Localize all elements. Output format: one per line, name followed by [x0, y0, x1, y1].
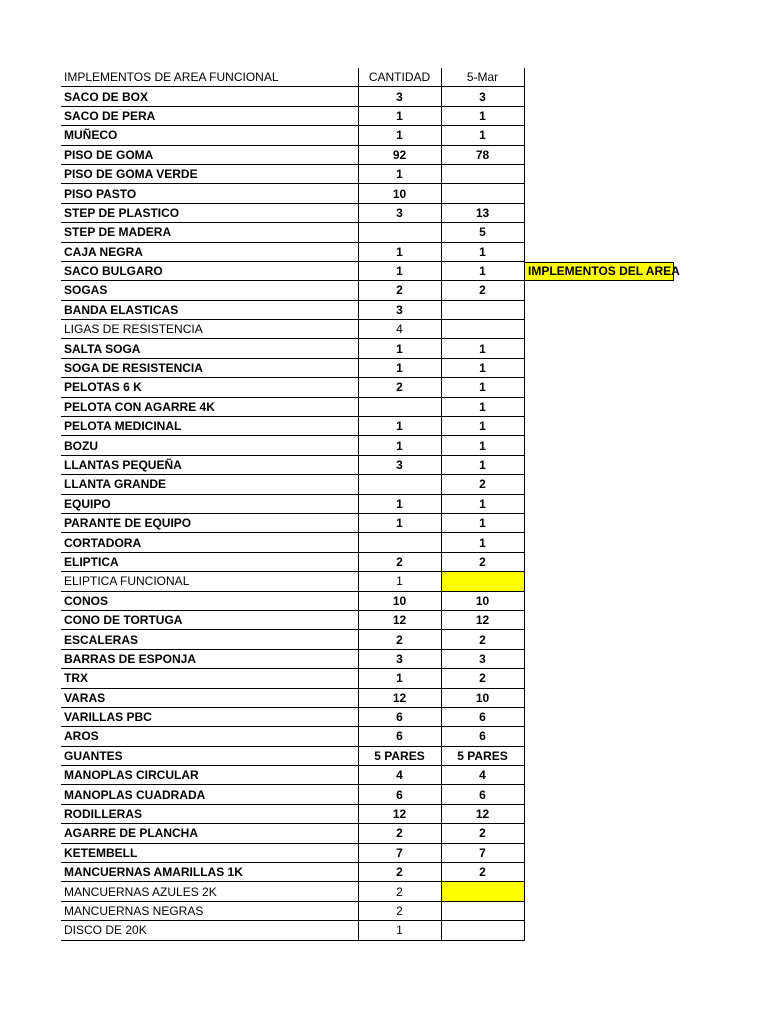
- quantity-cell[interactable]: 3: [358, 203, 441, 222]
- table-row: [61, 804, 524, 823]
- quantity-cell[interactable]: 3: [358, 300, 441, 319]
- item-cell[interactable]: PISO DE GOMA: [61, 145, 358, 164]
- date-cell[interactable]: 10: [441, 591, 524, 610]
- item-cell[interactable]: MANOPLAS CIRCULAR: [61, 766, 358, 785]
- item-cell[interactable]: VARAS: [61, 688, 358, 707]
- quantity-cell[interactable]: 10: [358, 591, 441, 610]
- item-cell[interactable]: SOGAS: [61, 281, 358, 300]
- quantity-cell[interactable]: 1: [358, 339, 441, 358]
- date-cell[interactable]: 10: [441, 688, 524, 707]
- quantity-cell[interactable]: [358, 397, 441, 416]
- quantity-cell[interactable]: 2: [358, 863, 441, 882]
- table-row: [61, 533, 524, 552]
- table-row: [61, 145, 524, 164]
- date-cell[interactable]: 1: [441, 494, 524, 513]
- item-cell[interactable]: MANOPLAS CUADRADA: [61, 785, 358, 804]
- table-row: [61, 746, 524, 765]
- item-cell[interactable]: AGARRE DE PLANCHA: [61, 824, 358, 843]
- date-cell[interactable]: 1: [441, 378, 524, 397]
- date-cell[interactable]: 1: [441, 358, 524, 377]
- item-cell[interactable]: GUANTES: [61, 746, 358, 765]
- date-cell[interactable]: 3: [441, 87, 524, 106]
- table-row: [61, 649, 524, 668]
- item-cell[interactable]: LLANTA GRANDE: [61, 475, 358, 494]
- table-row: [61, 455, 524, 474]
- quantity-cell[interactable]: [358, 533, 441, 552]
- table-row: [61, 106, 524, 125]
- table-row: [61, 475, 524, 494]
- date-cell[interactable]: 1: [441, 261, 524, 280]
- item-cell[interactable]: CAJA NEGRA: [61, 242, 358, 261]
- quantity-cell[interactable]: 1: [358, 494, 441, 513]
- inventory-table-body: [61, 68, 524, 940]
- header-row: [61, 68, 524, 87]
- date-cell[interactable]: 2: [441, 824, 524, 843]
- date-cell[interactable]: 7: [441, 843, 524, 862]
- date-cell[interactable]: 1: [441, 417, 524, 436]
- quantity-cell[interactable]: 10: [358, 184, 441, 203]
- quantity-cell[interactable]: 1: [358, 358, 441, 377]
- quantity-cell[interactable]: [358, 475, 441, 494]
- date-cell[interactable]: 12: [441, 804, 524, 823]
- header-quantity[interactable]: CANTIDAD: [358, 68, 441, 87]
- date-cell[interactable]: 5 PARES: [441, 746, 524, 765]
- date-cell[interactable]: 2: [441, 552, 524, 571]
- quantity-cell[interactable]: 1: [358, 669, 441, 688]
- quantity-cell[interactable]: 1: [358, 572, 441, 591]
- date-cell[interactable]: 6: [441, 707, 524, 726]
- table-row: [61, 320, 524, 339]
- item-cell[interactable]: ELIPTICA: [61, 552, 358, 571]
- item-cell[interactable]: CONOS: [61, 591, 358, 610]
- date-cell[interactable]: 1: [441, 436, 524, 455]
- item-cell[interactable]: PISO PASTO: [61, 184, 358, 203]
- date-cell[interactable]: 1: [441, 397, 524, 416]
- table-row: [61, 843, 524, 862]
- table-row: [61, 126, 524, 145]
- quantity-cell[interactable]: 4: [358, 320, 441, 339]
- quantity-cell[interactable]: 12: [358, 688, 441, 707]
- header-date[interactable]: 5-Mar: [441, 68, 524, 87]
- item-cell[interactable]: VARILLAS PBC: [61, 707, 358, 726]
- quantity-cell[interactable]: 12: [358, 804, 441, 823]
- table-row: [61, 901, 524, 920]
- table-row: [61, 184, 524, 203]
- table-row: [61, 921, 524, 940]
- quantity-cell[interactable]: 1: [358, 513, 441, 532]
- item-cell[interactable]: STEP DE PLASTICO: [61, 203, 358, 222]
- quantity-cell[interactable]: 2: [358, 901, 441, 920]
- table-row: [61, 494, 524, 513]
- item-cell[interactable]: PELOTAS 6 K: [61, 378, 358, 397]
- item-cell[interactable]: STEP DE MADERA: [61, 223, 358, 242]
- table-row: [61, 203, 524, 222]
- table-row: [61, 358, 524, 377]
- quantity-cell[interactable]: 1: [358, 164, 441, 183]
- item-cell[interactable]: SOGA DE RESISTENCIA: [61, 358, 358, 377]
- item-cell[interactable]: SACO DE BOX: [61, 87, 358, 106]
- quantity-cell[interactable]: 1: [358, 242, 441, 261]
- quantity-cell[interactable]: 1: [358, 417, 441, 436]
- inventory-table: [61, 68, 525, 941]
- quantity-cell[interactable]: 6: [358, 785, 441, 804]
- item-cell[interactable]: RODILLERAS: [61, 804, 358, 823]
- quantity-cell[interactable]: 5 PARES: [358, 746, 441, 765]
- date-cell[interactable]: 2: [441, 630, 524, 649]
- item-cell[interactable]: KETEMBELL: [61, 843, 358, 862]
- quantity-cell[interactable]: 4: [358, 766, 441, 785]
- quantity-cell[interactable]: 2: [358, 281, 441, 300]
- date-cell[interactable]: 1: [441, 242, 524, 261]
- table-row: [61, 688, 524, 707]
- table-row: [61, 300, 524, 319]
- date-cell[interactable]: 1: [441, 126, 524, 145]
- header-item[interactable]: IMPLEMENTOS DE AREA FUNCIONAL: [61, 68, 358, 87]
- item-cell[interactable]: PARANTE DE EQUIPO: [61, 513, 358, 532]
- quantity-cell[interactable]: 1: [358, 126, 441, 145]
- quantity-cell[interactable]: 2: [358, 824, 441, 843]
- date-cell[interactable]: [441, 300, 524, 319]
- table-row: [61, 610, 524, 629]
- table-row: [61, 707, 524, 726]
- quantity-cell[interactable]: 1: [358, 106, 441, 125]
- item-cell[interactable]: MANCUERNAS NEGRAS: [61, 901, 358, 920]
- date-cell[interactable]: 4: [441, 766, 524, 785]
- table-row: [61, 824, 524, 843]
- date-cell[interactable]: 1: [441, 513, 524, 532]
- item-cell[interactable]: MUÑECO: [61, 126, 358, 145]
- side-label-cell[interactable]: IMPLEMENTOS DEL AREA: [524, 262, 674, 281]
- date-cell[interactable]: 13: [441, 203, 524, 222]
- table-row: [61, 513, 524, 532]
- table-row: [61, 436, 524, 455]
- table-row: [61, 261, 524, 280]
- table-row: [61, 242, 524, 261]
- item-cell[interactable]: AROS: [61, 727, 358, 746]
- date-cell[interactable]: 2: [441, 863, 524, 882]
- item-cell[interactable]: EQUIPO: [61, 494, 358, 513]
- table-row: [61, 882, 524, 901]
- item-cell[interactable]: PELOTA MEDICINAL: [61, 417, 358, 436]
- item-cell[interactable]: BOZU: [61, 436, 358, 455]
- date-cell[interactable]: 1: [441, 455, 524, 474]
- table-row: [61, 87, 524, 106]
- quantity-cell[interactable]: 6: [358, 707, 441, 726]
- item-cell[interactable]: SACO DE PERA: [61, 106, 358, 125]
- table-row: [61, 378, 524, 397]
- date-cell[interactable]: 78: [441, 145, 524, 164]
- item-cell[interactable]: TRX: [61, 669, 358, 688]
- item-cell[interactable]: PISO DE GOMA VERDE: [61, 164, 358, 183]
- date-cell[interactable]: [441, 164, 524, 183]
- table-row: [61, 630, 524, 649]
- table-row: [61, 727, 524, 746]
- item-cell[interactable]: LIGAS DE RESISTENCIA: [61, 320, 358, 339]
- quantity-cell[interactable]: 1: [358, 436, 441, 455]
- table-row: [61, 785, 524, 804]
- item-cell[interactable]: CORTADORA: [61, 533, 358, 552]
- item-cell[interactable]: SALTA SOGA: [61, 339, 358, 358]
- date-cell[interactable]: 2: [441, 669, 524, 688]
- highlighted-date-cell[interactable]: [441, 572, 524, 591]
- date-cell[interactable]: 2: [441, 475, 524, 494]
- quantity-cell[interactable]: 2: [358, 882, 441, 901]
- item-cell[interactable]: DISCO DE 20K: [61, 921, 358, 940]
- date-cell[interactable]: [441, 320, 524, 339]
- quantity-cell[interactable]: 2: [358, 378, 441, 397]
- item-cell[interactable]: LLANTAS PEQUEÑA: [61, 455, 358, 474]
- table-row: [61, 591, 524, 610]
- table-row: [61, 164, 524, 183]
- item-cell[interactable]: PELOTA CON AGARRE 4K: [61, 397, 358, 416]
- item-cell[interactable]: MANCUERNAS AZULES 2K: [61, 882, 358, 901]
- quantity-cell[interactable]: 6: [358, 727, 441, 746]
- item-cell[interactable]: BARRAS DE ESPONJA: [61, 649, 358, 668]
- item-cell[interactable]: ESCALERAS: [61, 630, 358, 649]
- date-cell[interactable]: 1: [441, 339, 524, 358]
- quantity-cell[interactable]: 12: [358, 610, 441, 629]
- table-row: [61, 766, 524, 785]
- date-cell[interactable]: 6: [441, 727, 524, 746]
- quantity-cell[interactable]: 92: [358, 145, 441, 164]
- item-cell[interactable]: ELIPTICA FUNCIONAL: [61, 572, 358, 591]
- table-row: [61, 417, 524, 436]
- item-cell[interactable]: SACO BULGARO: [61, 261, 358, 280]
- quantity-cell[interactable]: 3: [358, 87, 441, 106]
- table-row: [61, 397, 524, 416]
- item-cell[interactable]: BANDA ELASTICAS: [61, 300, 358, 319]
- table-row: [61, 572, 524, 591]
- date-cell[interactable]: [441, 921, 524, 940]
- table-row: [61, 552, 524, 571]
- quantity-cell[interactable]: 7: [358, 843, 441, 862]
- quantity-cell[interactable]: 2: [358, 630, 441, 649]
- date-cell[interactable]: [441, 901, 524, 920]
- date-cell[interactable]: [441, 184, 524, 203]
- date-cell[interactable]: 12: [441, 610, 524, 629]
- table-row: [61, 223, 524, 242]
- item-cell[interactable]: MANCUERNAS AMARILLAS 1K: [61, 863, 358, 882]
- item-cell[interactable]: CONO DE TORTUGA: [61, 610, 358, 629]
- table-row: [61, 863, 524, 882]
- quantity-cell[interactable]: 2: [358, 552, 441, 571]
- date-cell[interactable]: 1: [441, 106, 524, 125]
- date-cell[interactable]: 6: [441, 785, 524, 804]
- quantity-cell[interactable]: 1: [358, 921, 441, 940]
- table-row: [61, 669, 524, 688]
- highlighted-date-cell[interactable]: [441, 882, 524, 901]
- quantity-cell[interactable]: 1: [358, 261, 441, 280]
- quantity-cell[interactable]: 3: [358, 455, 441, 474]
- date-cell[interactable]: 5: [441, 223, 524, 242]
- date-cell[interactable]: 2: [441, 281, 524, 300]
- date-cell[interactable]: 3: [441, 649, 524, 668]
- table-row: [61, 339, 524, 358]
- quantity-cell[interactable]: [358, 223, 441, 242]
- quantity-cell[interactable]: 3: [358, 649, 441, 668]
- table-row: [61, 281, 524, 300]
- date-cell[interactable]: 1: [441, 533, 524, 552]
